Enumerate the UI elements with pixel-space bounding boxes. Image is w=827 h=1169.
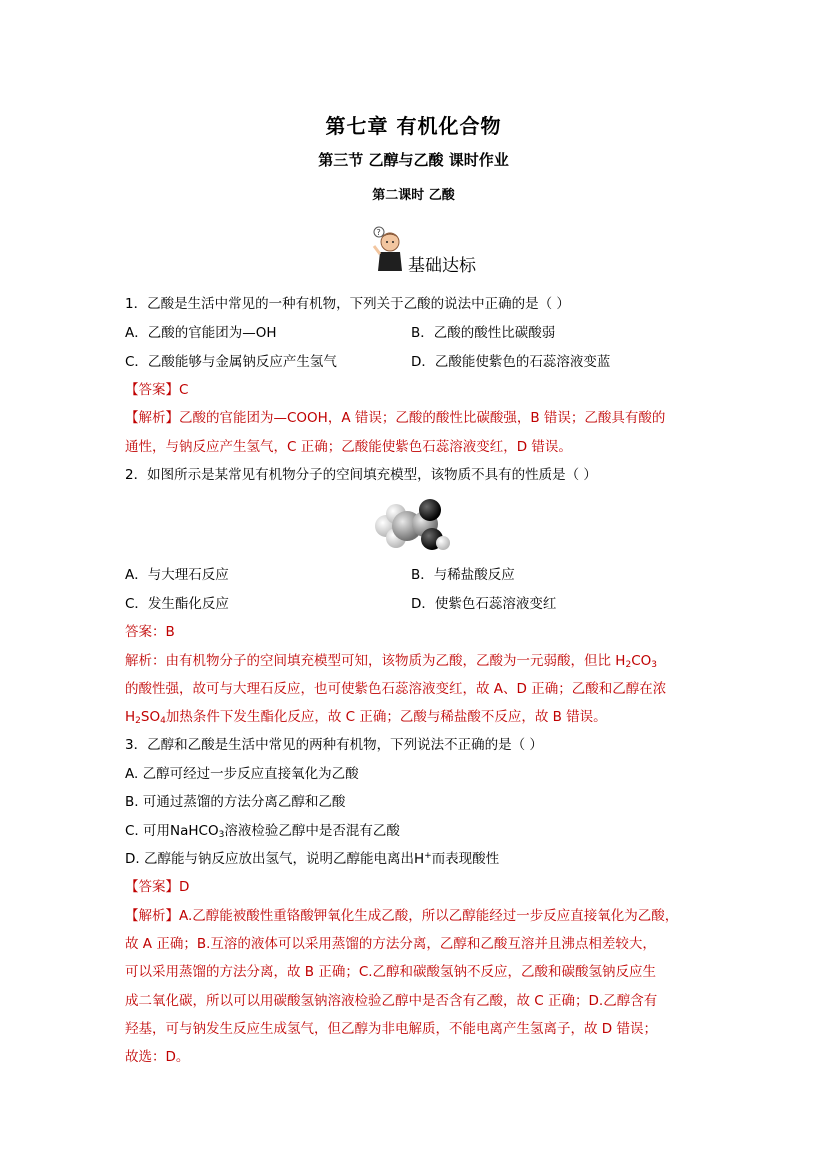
q1-option-b: B．乙酸的酸性比碳酸弱 (411, 325, 556, 341)
subscript: 3 (218, 830, 225, 840)
explanation-text: SO (140, 709, 161, 725)
q1-option-d: D．乙酸能使紫色的石蕊溶液变蓝 (411, 354, 611, 370)
explanation-text: A.乙醇能被酸性重铬酸钾氧化生成乙酸，所以乙醇能经过一步反应直接氧化为乙酸， (179, 908, 679, 924)
section-label: 基础达标 (408, 256, 476, 276)
q2-answer: 答案：B (125, 624, 175, 640)
q1-explanation-line-2: 通性，与钠反应产生氢气，C 正确；乙酸能使紫色石蕊溶液变红，D 错误。 (125, 439, 572, 455)
oxygen-atom (419, 499, 441, 521)
q3-explanation-line-2: 故 A 正确；B.互溶的液体可以采用蒸馏的方法分离，乙醇和乙酸互溶并且沸点相差较大， (125, 936, 656, 952)
question-3-stem: 3．乙醇和乙酸是生活中常见的两种有机物，下列说法不正确的是（ ） (125, 737, 543, 753)
explanation-text: 乙酸的官能团为—COOH，A 错误；乙酸的酸性比碳酸强，B 错误；乙酸具有酸的 (179, 410, 666, 426)
subscript: 3 (651, 660, 657, 670)
acetic-acid-space-filling-model (372, 498, 452, 554)
q2-explanation-line-2: 的酸性强，故可与大理石反应，也可使紫色石蕊溶液变红，故 A、D 正确；乙酸和乙醇在浓 (125, 681, 667, 697)
section-header (370, 224, 530, 274)
lesson-title: 第二课时 乙酸 (372, 188, 455, 203)
explanation-text: 解析：由有机物分子的空间填充模型可知，该物质为乙酸，乙酸为一元弱酸，但比 H (125, 653, 626, 669)
q2-explanation-line-3 (125, 707, 607, 727)
q2-explanation-line-1 (125, 651, 657, 671)
question-2-stem: 2．如图所示是某常见有机物分子的空间填充模型，该物质不具有的性质是（ ） (125, 467, 597, 483)
explanation-text: 加热条件下发生酯化反应，故 C 正确；乙酸与稀盐酸不反应，故 B 错误。 (165, 709, 607, 725)
q1-answer (125, 380, 188, 400)
q3-explanation-line-3: 可以采用蒸馏的方法分离，故 B 正确；C.乙醇和碳酸氢钠不反应，乙酸和碳酸氢钠反应生 (125, 964, 657, 980)
explanation-tag: 【解析】 (125, 908, 179, 924)
q3-explanation-line-6: 故选：D。 (125, 1049, 190, 1065)
q2-option-a: A．与大理石反应 (125, 567, 229, 583)
q3-option-a: A. 乙醇可经过一步反应直接氧化为乙酸 (125, 766, 359, 782)
explanation-text: CO (631, 653, 652, 669)
answer-value: D (179, 879, 190, 895)
q2-option-b: B．与稀盐酸反应 (411, 567, 515, 583)
option-text: 溶液检验乙醇中是否混有乙酸 (224, 823, 400, 839)
option-text: C. 可用NaHCO (125, 823, 219, 839)
q3-option-b: B. 可通过蒸馏的方法分离乙醇和乙酸 (125, 794, 346, 810)
q3-option-c (125, 821, 400, 841)
superscript: + (424, 851, 432, 861)
q3-option-d (125, 849, 499, 869)
student-thinking-icon (370, 224, 408, 272)
section-title: 第三节 乙醇与乙酸 课时作业 (318, 151, 509, 169)
subscript: 4 (160, 716, 166, 726)
explanation-tag: 【解析】 (125, 410, 179, 426)
q1-explanation-line-1 (125, 408, 665, 428)
subscript: 2 (625, 660, 632, 670)
q3-answer (125, 877, 189, 897)
option-text: D. 乙醇能与钠反应放出氢气，说明乙醇能电离出H (125, 851, 425, 867)
question-1-stem: 1．乙酸是生活中常见的一种有机物，下列关于乙酸的说法中正确的是（ ） (125, 296, 570, 312)
q1-option-c: C．乙酸能够与金属钠反应产生氢气 (125, 354, 337, 370)
q2-option-d: D．使紫色石蕊溶液变红 (411, 596, 557, 612)
q2-option-c: C．发生酯化反应 (125, 596, 229, 612)
q3-explanation-line-5: 羟基，可与钠发生反应生成氢气，但乙醇为非电解质，不能电离产生氢离子，故 D 错误； (125, 1021, 657, 1037)
chapter-title: 第七章 有机化合物 (325, 114, 502, 138)
hydrogen-atom (436, 536, 450, 550)
q1-option-a: A．乙酸的官能团为—OH (125, 325, 277, 341)
option-text: 而表现酸性 (431, 851, 500, 867)
answer-value: C (179, 382, 189, 398)
q3-explanation-line-4: 成二氧化碳，所以可以用碳酸氢钠溶液检验乙醇中是否含有乙酸，故 C 正确；D.乙醇含有 (125, 993, 658, 1009)
answer-tag: 【答案】 (125, 879, 179, 895)
answer-tag: 【答案】 (125, 382, 179, 398)
q3-explanation-line-1 (125, 906, 678, 926)
explanation-text: H (125, 709, 136, 725)
subscript: 2 (135, 716, 141, 726)
svg-text:?: ? (376, 228, 381, 237)
